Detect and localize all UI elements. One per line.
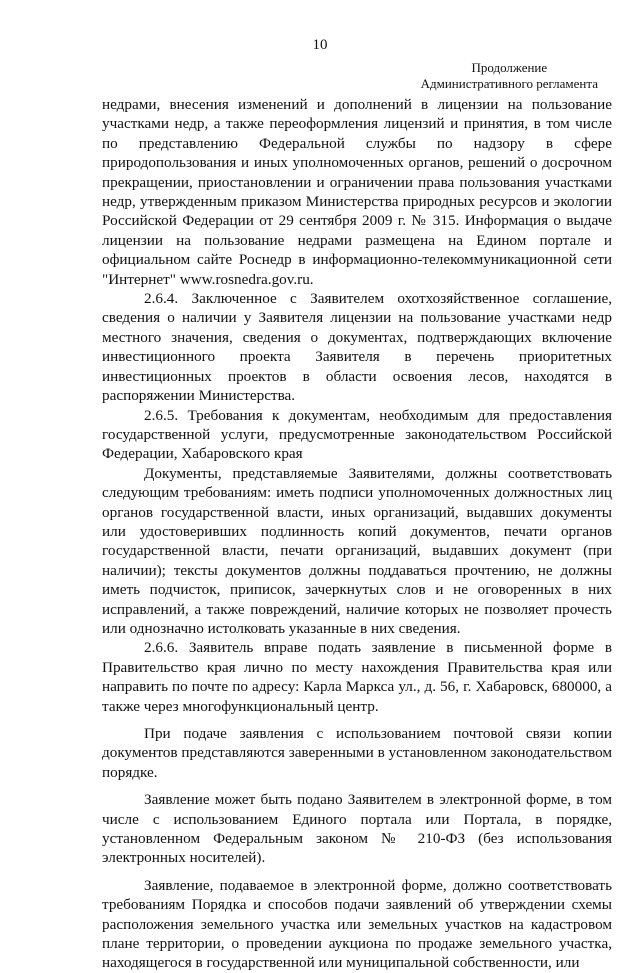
paragraph-electronic-requirements: Заявление, подаваемое в электронной форме, должно соответствовать требованиям Порядка и способов подачи заявлений об утверждении схемы расположения земельного участка или земельных участков на кадастровом плане территории, о проведении аукциона по продаже земельного участка, находящегося в государственной или муниципальной собственности, или: [102, 876, 612, 972]
continuation-line-2: Административного регламента: [420, 76, 598, 91]
paragraph-2-6-6: 2.6.6. Заявитель вправе подать заявление в письменной форме в Правительство края лично по месту нахождения Правительства края или направить по почте по адресу: Карла Маркса ул., д. 56, г. Хабаровск, 680000, а также через многофункциональный центр.: [102, 639, 612, 715]
continuation-line-1: Продолжение: [471, 60, 548, 75]
document-body: [102, 95, 612, 973]
paragraph-continued: недрами, внесения изменений и дополнений в лицензии на пользование участками недр, а также переоформления лицензий и принятия, в том числе по представлению Федеральной службы по надзору в сфере природопользования и иных уполномоченных органов, решений о досрочном прекращении, приостановлении и ограничении права пользования участками недр, утвержденным приказом Министерства природных ресурсов и экологии Российской Федерации от 29 сентября 2009 г. № 315. Информация о выдаче лицензии на пользование недрами размещена на Едином портале и официальном сайте Роснедр в информационно-телекоммуникационной сети "Интернет" www.rosnedra.gov.ru.: [102, 96, 612, 288]
paragraph-2-6-4: 2.6.4. Заключенное с Заявителем охотхозяйственное соглашение, сведения о наличии у Заявителя лицензии на пользование участками недр местного значения, сведения о документах, подтверждающих включение инвестиционного проекта Заявителя в перечень приоритетных инвестиционных проектов в области освоения лесов, находятся в распоряжении Министерства.: [102, 290, 612, 405]
paragraph-postal-submission: При подаче заявления с использованием почтовой связи копии документов представляются заверенными в установленном законодательством порядке.: [102, 725, 612, 781]
page-number: 10: [312, 37, 328, 53]
paragraph-document-requirements: Документы, представляемые Заявителями, должны соответствовать следующим требованиям: иметь подписи уполномоченных должностных лиц органов государственной власти, иных организаций, выдавших документы или удостоверивших подлинность копий документов, печати органов государственной власти, печати организаций, выдавших документ (при наличии); тексты документов должны поддаваться прочтению, не должны иметь подчисток, приписок, зачеркнутых слов и не оговоренных в них исправлений, а также повреждений, наличие которых не позволяет прочесть или однозначно истолковать указанные в них сведения.: [102, 464, 612, 637]
paragraph-electronic-submission: Заявление может быть подано Заявителем в электронной форме, в том числе с использованием Единого портала или Портала, в порядке, установленном Федеральным законом № 210-ФЗ (без использования электронных носителей).: [102, 791, 612, 867]
paragraph-2-6-5: 2.6.5. Требования к документам, необходимым для предоставления государственной услуги, предусмотренные законодательством Российской Федерации, Хабаровского края: [102, 406, 612, 463]
continuation-header: [421, 60, 598, 92]
